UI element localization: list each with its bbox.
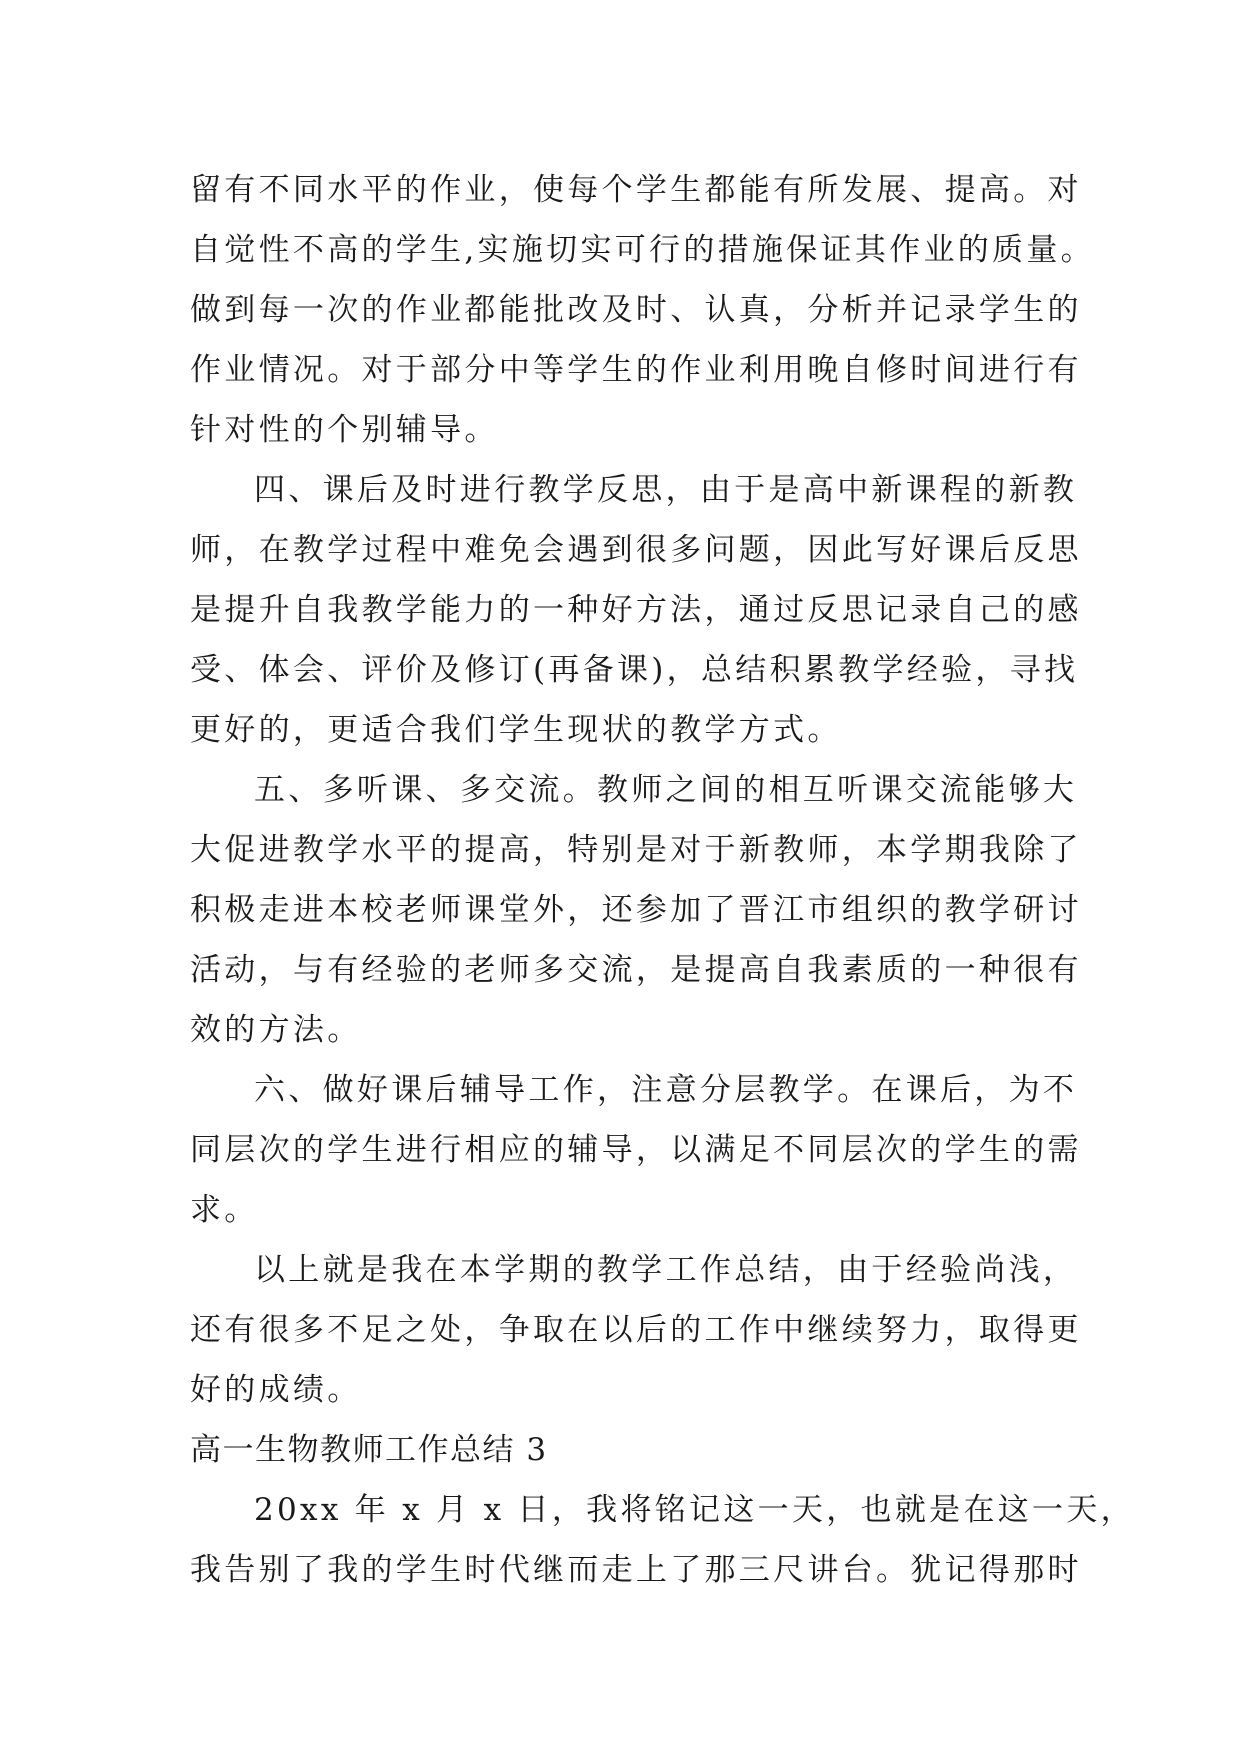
text-line: 四、课后及时进行教学反思，由于是高中新课程的新教 bbox=[254, 472, 1078, 508]
text-line: 20xx 年 x 月 x 日，我将铭记这一天，也就是在这一天， bbox=[254, 1492, 1135, 1528]
text-line: 针对性的个别辅导。 bbox=[190, 412, 499, 448]
text-line: 五、多听课、多交流。教师之间的相互听课交流能够大 bbox=[254, 772, 1078, 808]
text-line: 六、做好课后辅导工作，注意分层教学。在课后，为不 bbox=[254, 1072, 1078, 1108]
text-line: 还有很多不足之处，争取在以后的工作中继续努力，取得更 bbox=[190, 1312, 1082, 1348]
text-line: 积极走进本校老师课堂外，还参加了晋江市组织的教学研讨 bbox=[190, 892, 1082, 928]
text-line: 同层次的学生进行相应的辅导，以满足不同层次的学生的需 bbox=[190, 1132, 1082, 1168]
text-line: 做到每一次的作业都能批改及时、认真，分析并记录学生的 bbox=[190, 292, 1082, 328]
text-line: 自觉性不高的学生,实施切实可行的措施保证其作业的质量。 bbox=[190, 232, 1095, 268]
text-line: 活动，与有经验的老师多交流，是提高自我素质的一种很有 bbox=[190, 952, 1082, 988]
text-line: 是提升自我教学能力的一种好方法，通过反思记录自己的感 bbox=[190, 592, 1082, 628]
text-line: 受、体会、评价及修订(再备课)，总结积累教学经验，寻找 bbox=[190, 652, 1079, 688]
text-line: 留有不同水平的作业，使每个学生都能有所发展、提高。对 bbox=[190, 172, 1082, 208]
text-line: 效的方法。 bbox=[190, 1012, 362, 1048]
text-line: 我告别了我的学生时代继而走上了那三尺讲台。犹记得那时 bbox=[190, 1552, 1082, 1588]
text-line: 好的成绩。 bbox=[190, 1372, 362, 1408]
document-body bbox=[190, 160, 1135, 1600]
text-line: 作业情况。对于部分中等学生的作业利用晚自修时间进行有 bbox=[190, 352, 1082, 388]
section-heading: 高一生物教师工作总结 3 bbox=[190, 1432, 548, 1468]
text-line: 更好的，更适合我们学生现状的教学方式。 bbox=[190, 712, 842, 748]
text-line: 以上就是我在本学期的教学工作总结，由于经验尚浅， bbox=[254, 1252, 1078, 1288]
text-line: 师，在教学过程中难免会遇到很多问题，因此写好课后反思 bbox=[190, 532, 1082, 568]
text-line: 求。 bbox=[190, 1192, 259, 1228]
text-line: 大促进教学水平的提高，特别是对于新教师，本学期我除了 bbox=[190, 832, 1082, 868]
